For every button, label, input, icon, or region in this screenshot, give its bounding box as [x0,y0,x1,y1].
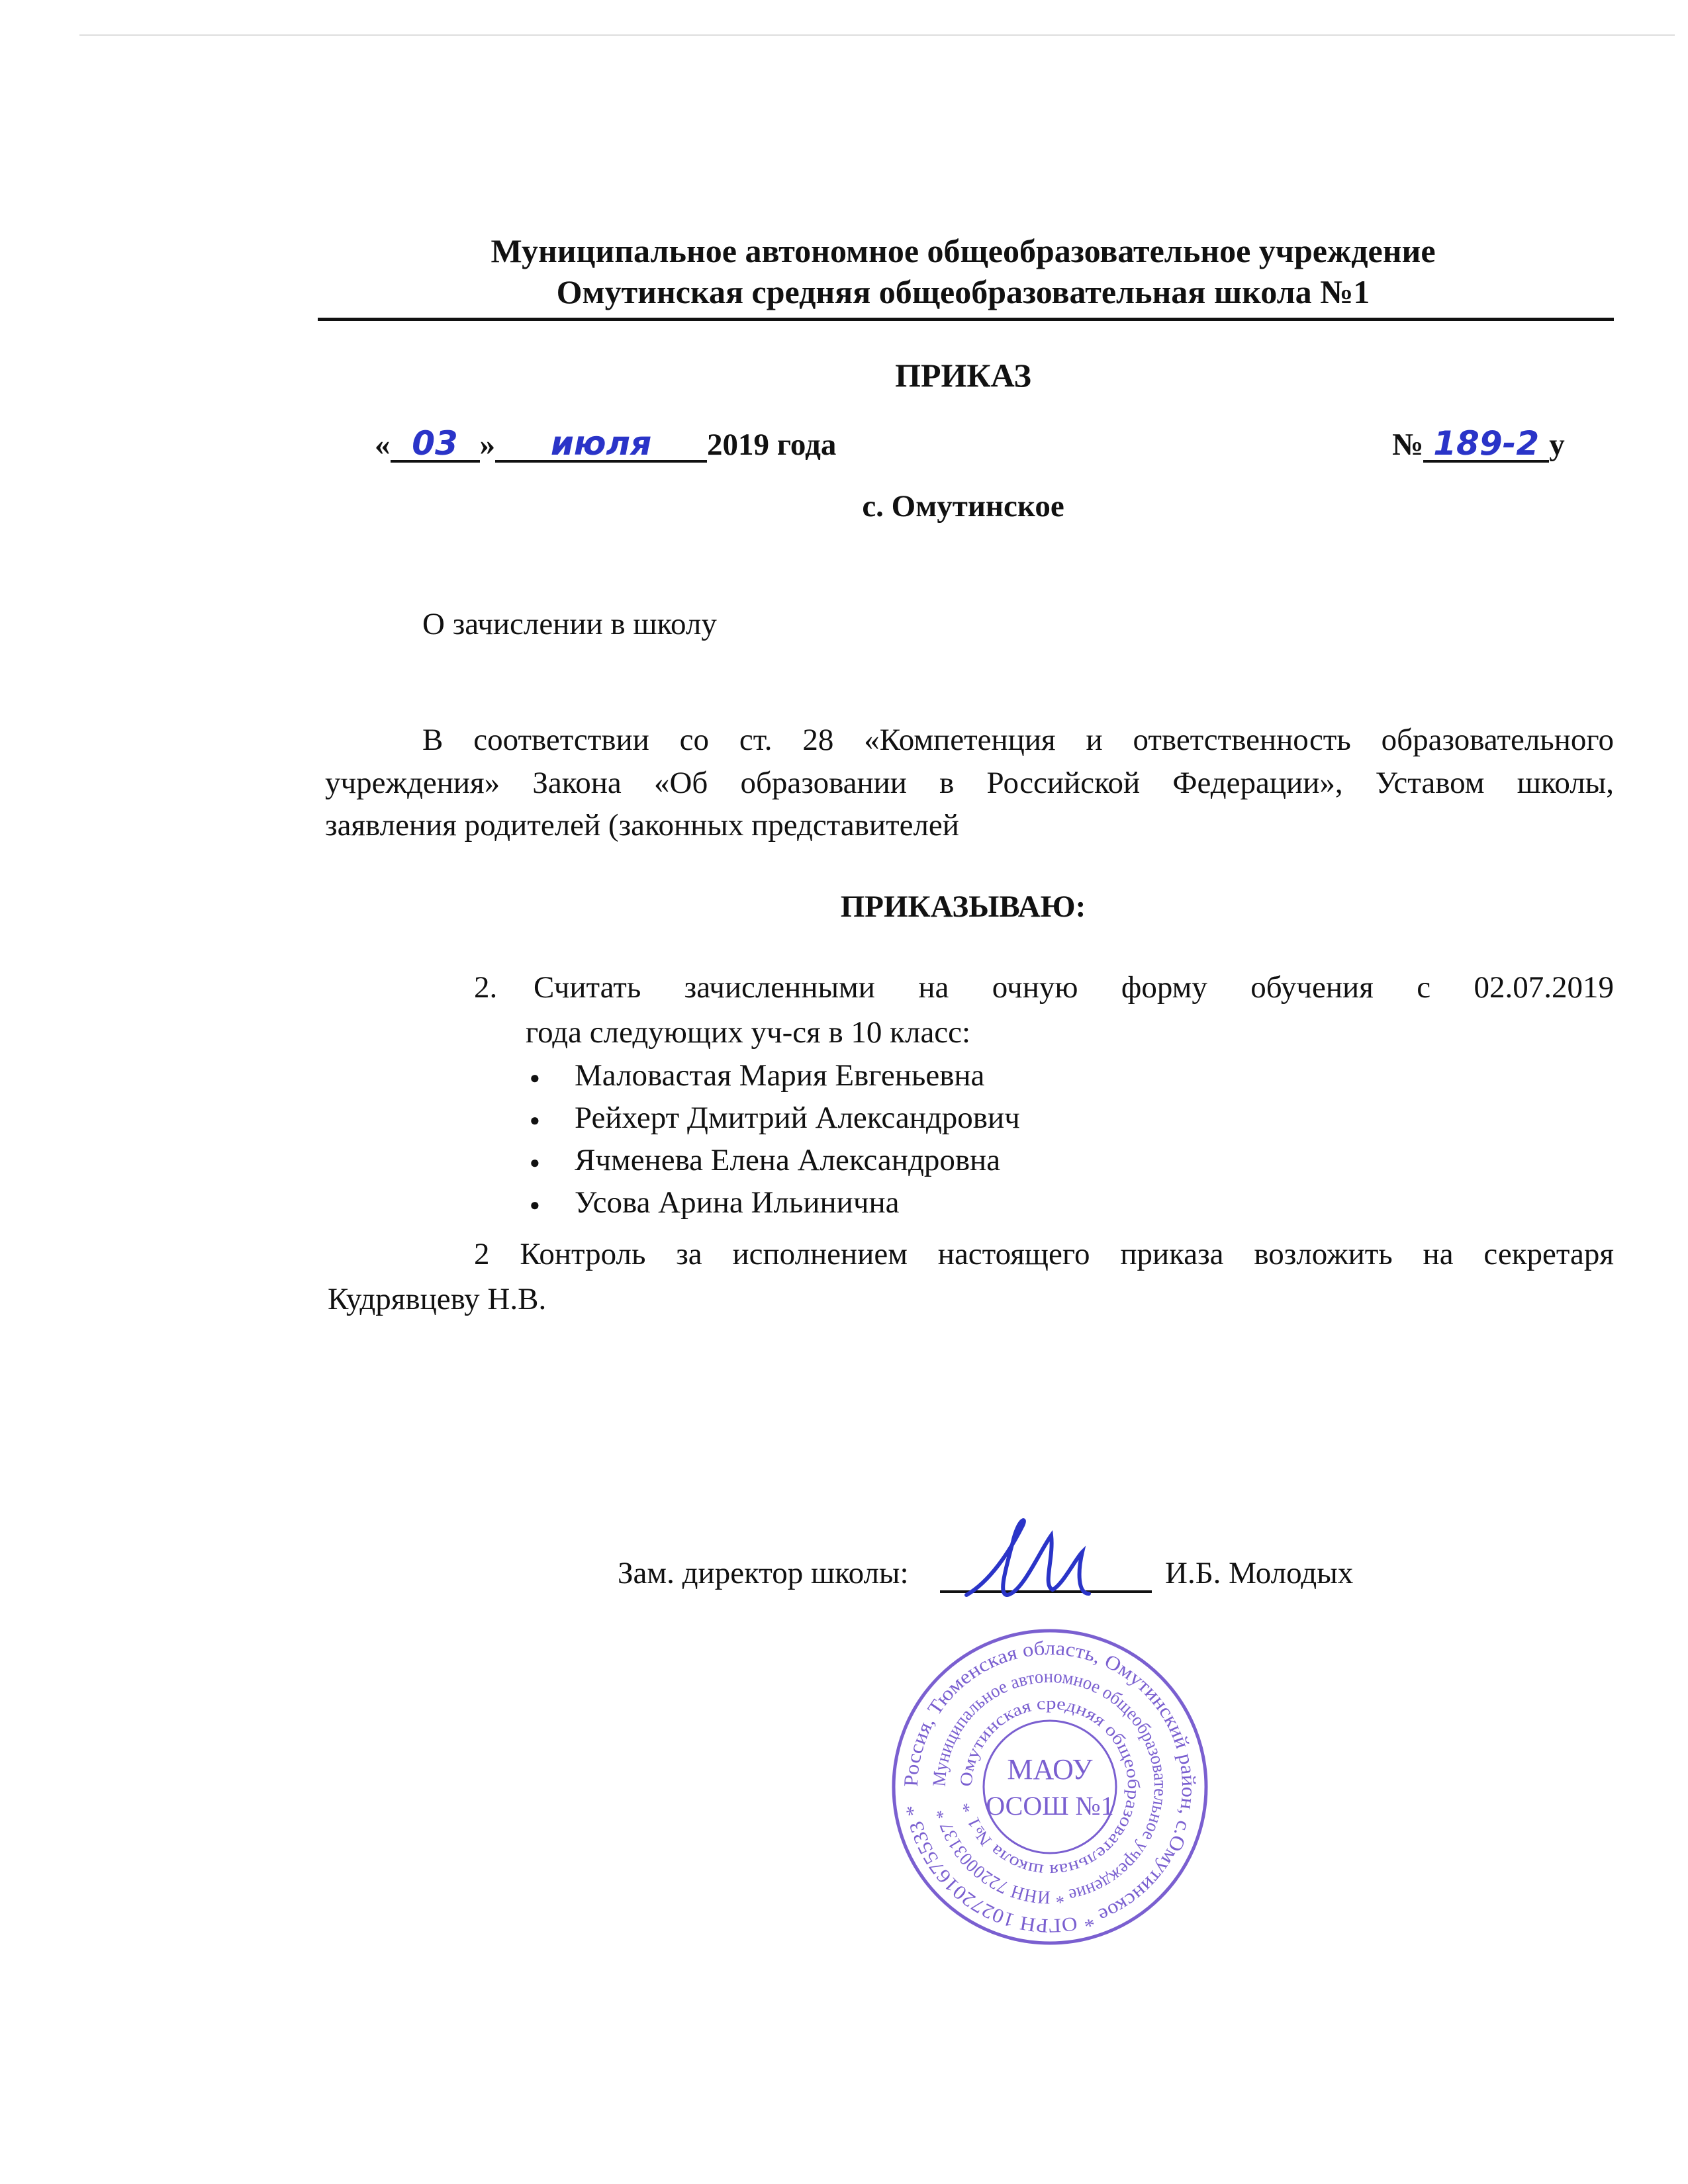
preamble-line-1: В соответствии со ст. 28 «Компетенция и ответственность образовательного [422,723,1614,757]
bullet-icon: ● [530,1068,540,1087]
document-title: ПРИКАЗ [895,357,1031,394]
signature-position: Зам. директор школы: [618,1556,909,1590]
list-item [530,1186,1020,1228]
order-number [1392,424,1565,463]
scan-edge-line [79,34,1675,36]
list-item [530,1144,1020,1186]
handwritten-signature [953,1516,1139,1602]
date-close-quote: » [479,428,495,462]
stamp-outer-text: Россия, Тюменская область, Омутинский район, с.Омутинское * ОГРН 1027201675533 * [900,1637,1200,1937]
stamp-inner-text: Омутинская средняя общеобразовательная школа №1 * [956,1693,1144,1881]
item2-line-1: 2 Контроль за исполнением настоящего приказа возложить на секретаря [474,1237,1614,1271]
order-date [375,424,837,463]
bullet-icon: ● [530,1152,540,1172]
list-item [530,1101,1020,1144]
bullet-icon: ● [530,1195,540,1214]
item1-line-1: Считать зачисленными на очную форму обучения с 02.07.2019 [534,970,1614,1005]
bullet-icon: ● [530,1110,540,1130]
number-value: 189-2 [1423,427,1549,463]
list-item [530,1059,1020,1101]
signature-name: И.Б. Молодых [1165,1556,1354,1590]
student-name: Усова Арина Ильинична [575,1185,900,1220]
stamp-center-line2: ОСОШ №1 [986,1791,1114,1821]
order-place: с. Омутинское [862,489,1064,523]
student-name: Ячменева Елена Александровна [575,1143,1001,1177]
date-day: 03 [391,427,480,463]
date-open-quote: « [375,428,391,462]
order-subject: О зачислении в школу [422,607,717,641]
item1-line-2: года следующих уч-ся в 10 класс: [526,1015,971,1050]
official-stamp [884,1621,1215,1952]
preamble-line-2: учреждения» Закона «Об образовании в Российской Федерации», Уставом школы, [325,766,1614,800]
date-year: 2019 года [707,428,837,462]
stamp-center-line1: МАОУ [1007,1753,1093,1786]
number-prefix: № [1392,428,1424,462]
org-name-line1: Муниципальное автономное общеобразовательное учреждение [491,232,1436,269]
header-rule [318,318,1614,321]
item2-line-2: Кудрявцеву Н.В. [328,1282,547,1316]
student-name: Рейхерт Дмитрий Александрович [575,1101,1020,1135]
org-name-line2: Омутинская средняя общеобразовательная школа №1 [556,273,1370,310]
student-list [530,1059,1020,1228]
student-name: Маловастая Мария Евгеньевна [575,1058,985,1093]
stamp-middle-text: Муниципальное автономное общеобразовательное учреждение * ИНН 7220003137 * [929,1666,1171,1908]
date-month: июля [495,427,707,463]
order-word: ПРИКАЗЫВАЮ: [840,889,1086,924]
number-suffix: у [1549,428,1565,462]
preamble-line-3: заявления родителей (законных представителей [325,808,959,842]
item-number: 2. [474,970,498,1005]
